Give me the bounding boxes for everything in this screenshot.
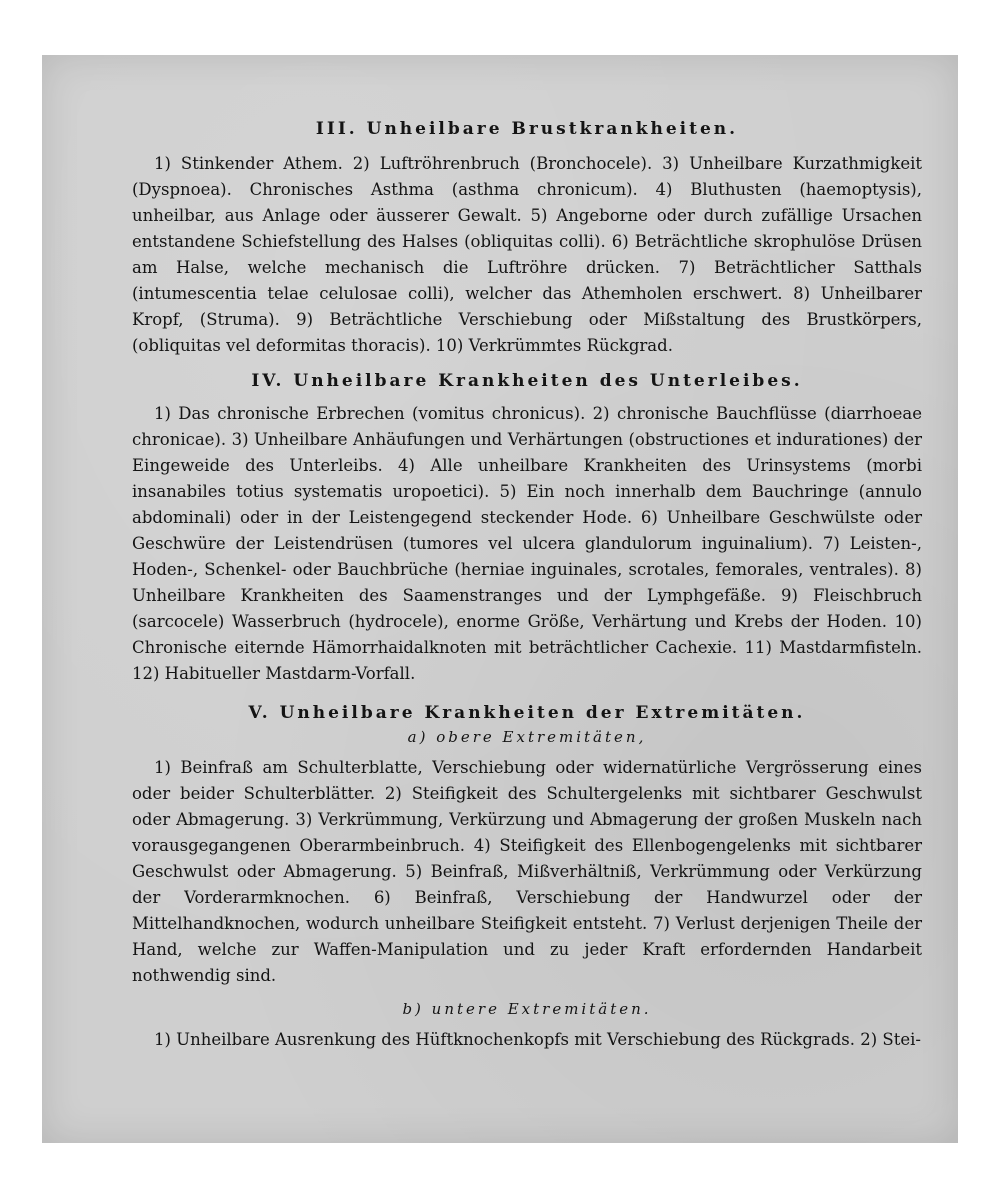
subsection-heading-lower-extremities: b) untere Extremitäten.	[402, 1000, 652, 1018]
section-paragraph-abdominal-diseases: 1) Das chronische Erbrechen (vomitus chronicus). 2) chronische Bauchflüsse (diarrhoeae chronicae). 3) Unheilbare Anhäufungen und Verhärtungen (obstructiones et indurationes) der Eingeweide des Unterleibs. 4) Alle unheilbare Krankheiten des Urinsystems (morbi insanabiles totius systematis uropoetici). 5) Ein noch innerhalb dem Bauchringe (annulo abdominali) oder in der Leistengegend steckender Hode. 6) Unheilbare Geschwülste oder Geschwüre der Leistendrüsen (tumores vel ulcera glandulorum inguinalium). 7) Leisten-, Hoden-, Schenkel- oder Bauchbrüche (herniae inguinales, scrotales, femorales, ventrales). 8) Unheilbare Krankheiten des Saamenstranges und der Lymphgefäße. 9) Fleischbruch (sarcocele) Wasserbruch (hydrocele), enorme Größe, Verhärtung und Krebs der Hoden. 10) Chronische eiternde Hämorrhaidalknoten mit beträchtlicher Cachexie. 11) Mastdarmfisteln. 12) Habitueller Mastdarm-Vorfall.	[132, 404, 922, 683]
section-paragraph-chest-diseases: 1) Stinkender Athem. 2) Luftröhrenbruch (Bronchocele). 3) Unheilbare Kurzathmigkeit (Dyspnoea). Chronisches Asthma (asthma chronicum). 4) Bluthusten (haemoptysis), unheilbar, aus Anlage oder äusserer Gewalt. 5) Angeborne oder durch zufällige Ursachen entstandene Schiefstellung des Halses (obliquitas colli). 6) Beträchtliche skrophulöse Drüsen am Halse, welche mechanisch die Luftröhre drücken. 7) Beträchtlicher Satthals (intumescentia telae celulosae colli), welcher das Athemholen erschwert. 8) Unheilbarer Kropf, (Struma). 9) Beträchtliche Verschiebung oder Mißstaltung des Brustkörpers, (obliquitas vel deformitas thoracis). 10) Verkrümmtes Rückgrad.	[132, 154, 922, 355]
scanned-page	[42, 55, 958, 1143]
subsection-paragraph-lower-extremities: 1) Unheilbare Ausrenkung des Hüftknochenkopfs mit Verschiebung des Rückgrads. 2) Stei-	[154, 1030, 921, 1049]
section-heading-extremity-diseases: V. Unheilbare Krankheiten der Extremitäten.	[248, 703, 806, 723]
section-heading-chest-diseases: III. Unheilbare Brustkrankheiten.	[315, 119, 739, 139]
page-text	[132, 119, 922, 1053]
section-heading-abdominal-diseases: IV. Unheilbare Krankheiten des Unterleibes.	[251, 371, 803, 391]
subsection-heading-upper-extremities: a) obere Extremitäten,	[407, 728, 647, 746]
subsection-paragraph-upper-extremities: 1) Beinfraß am Schulterblatte, Verschiebung oder widernatürliche Vergrösserung eines oder beider Schulterblätter. 2) Steifigkeit des Schultergelenks mit sichtbarer Geschwulst oder Abmagerung. 3) Verkrümmung, Verkürzung und Abmagerung der großen Muskeln nach vorausgegangenen Oberarmbeinbruch. 4) Steifigkeit des Ellenbogengelenks mit sichtbarer Geschwulst oder Abmagerung. 5) Beinfraß, Mißverhältniß, Verkrümmung oder Verkürzung der Vorderarmknochen. 6) Beinfraß, Verschiebung der Handwurzel oder der Mittelhandknochen, wodurch unheilbare Steifigkeit entsteht. 7) Verlust derjenigen Theile der Hand, welche zur Waffen-Manipulation und zu jeder Kraft erfordernden Handarbeit nothwendig sind.	[132, 758, 922, 985]
